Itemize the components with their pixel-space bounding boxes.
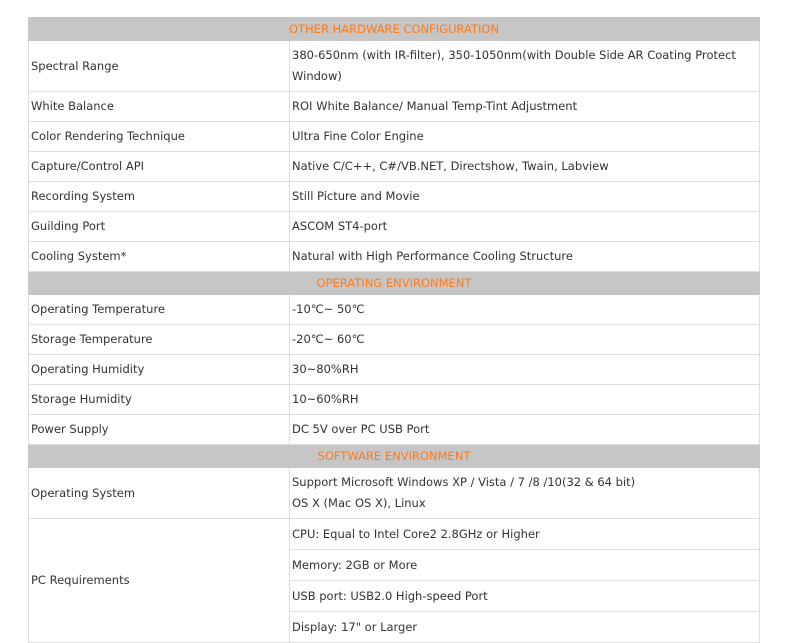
spec-label: White Balance — [29, 92, 290, 122]
table-row — [29, 519, 760, 643]
spec-label: Cooling System* — [29, 242, 290, 272]
table-row — [29, 41, 760, 92]
table-row — [29, 385, 760, 415]
spec-value: Native C/C++, C#/VB.NET, Directshow, Twain, Labview — [290, 152, 760, 182]
spec-value: Natural with High Performance Cooling Structure — [290, 242, 760, 272]
spec-value: 30~80%RH — [290, 355, 760, 385]
spec-value: 10~60%RH — [290, 385, 760, 415]
pc-requirement-item: Memory: 2GB or More — [290, 550, 759, 581]
spec-value — [290, 519, 760, 643]
spec-label: Spectral Range — [29, 41, 290, 92]
pc-requirement-item: Display: 17" or Larger — [292, 620, 418, 634]
spec-value: 380-650nm (with IR-filter), 350-1050nm(with Double Side AR Coating Protect Window) — [290, 41, 760, 92]
spec-value — [290, 468, 760, 519]
spec-value: Ultra Fine Color Engine — [290, 122, 760, 152]
table-row — [29, 212, 760, 242]
spec-label: Operating System — [29, 468, 290, 519]
table-row — [29, 325, 760, 355]
spec-table — [28, 17, 760, 643]
spec-label: Storage Humidity — [29, 385, 290, 415]
os-line: Support Microsoft Windows XP / Vista / 7 /8 /10(32 & 64 bit) — [292, 475, 636, 489]
section-header-hardware — [29, 18, 760, 41]
spec-label: Operating Humidity — [29, 355, 290, 385]
spec-value: ROI White Balance/ Manual Temp-Tint Adjustment — [290, 92, 760, 122]
spec-label: Color Rendering Technique — [29, 122, 290, 152]
spec-label: Storage Temperature — [29, 325, 290, 355]
section-title: SOFTWARE ENVIRONMENT — [29, 445, 760, 468]
table-row — [29, 152, 760, 182]
pc-requirement-item: USB port: USB2.0 High-speed Port — [290, 581, 759, 612]
spec-value: DC 5V over PC USB Port — [290, 415, 760, 445]
table-row — [29, 468, 760, 519]
table-row — [29, 295, 760, 325]
spec-label: Guilding Port — [29, 212, 290, 242]
spec-label: Recording System — [29, 182, 290, 212]
spec-value: Still Picture and Movie — [290, 182, 760, 212]
table-row — [29, 182, 760, 212]
table-row — [29, 355, 760, 385]
table-row — [29, 242, 760, 272]
spec-label: Operating Temperature — [29, 295, 290, 325]
table-row — [29, 92, 760, 122]
table-row — [29, 122, 760, 152]
os-line: OS X (Mac OS X), Linux — [292, 496, 426, 510]
spec-value: -20℃~ 60℃ — [290, 325, 760, 355]
spec-label: PC Requirements — [29, 519, 290, 643]
spec-value: ASCOM ST4-port — [290, 212, 760, 242]
section-title: OTHER HARDWARE CONFIGURATION — [29, 18, 760, 41]
spec-label: Power Supply — [29, 415, 290, 445]
pc-requirement-item: CPU: Equal to Intel Core2 2.8GHz or Higher — [290, 519, 759, 550]
section-header-environment — [29, 272, 760, 295]
spec-label: Capture/Control API — [29, 152, 290, 182]
section-header-software — [29, 445, 760, 468]
spec-value: -10℃~ 50℃ — [290, 295, 760, 325]
section-title: OPERATING ENVIRONMENT — [29, 272, 760, 295]
table-row — [29, 415, 760, 445]
